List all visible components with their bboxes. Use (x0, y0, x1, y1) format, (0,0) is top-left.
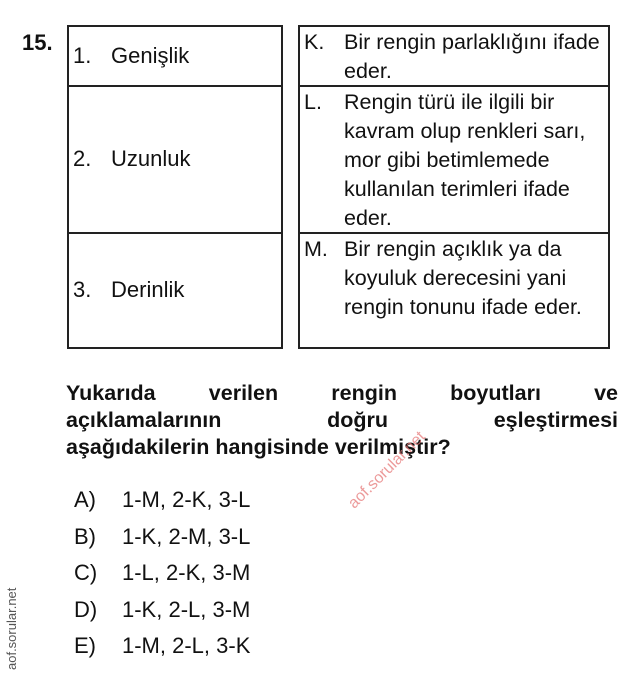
left-item-number: 2. (73, 145, 92, 171)
option-c[interactable] (74, 560, 250, 597)
left-item (69, 27, 281, 87)
right-item (300, 234, 608, 347)
option-text: 1-L, 2-K, 3-M (122, 560, 251, 585)
option-text: 1-K, 2-L, 3-M (122, 596, 251, 622)
right-item-letter: L. (304, 90, 322, 114)
left-item-label: Genişlik (111, 43, 190, 68)
right-item-letter: M. (304, 237, 328, 261)
answer-options (74, 487, 250, 670)
stem-line: aşağıdakilerin hangisinde verilmiştir? (66, 435, 451, 459)
left-item-number: 1. (73, 43, 92, 68)
option-text: 1-M, 2-K, 3-L (122, 487, 251, 512)
option-a[interactable] (74, 487, 250, 524)
left-item-label: Uzunluk (111, 145, 191, 171)
left-item-label: Derinlik (111, 276, 185, 302)
option-letter: C) (74, 560, 98, 585)
question-number: 15. (22, 30, 53, 55)
left-column-table (67, 25, 283, 349)
left-item-number: 3. (73, 276, 92, 302)
right-item-text: Bir rengin açıklık ya da koyuluk derecesini yani rengin tonunu ifade eder. (344, 237, 582, 319)
right-item-letter: K. (304, 30, 325, 54)
right-item (300, 87, 608, 234)
stem-line: Yukarıda verilen rengin boyutları ve (66, 381, 618, 405)
option-letter: A) (74, 487, 96, 512)
question-stem (66, 380, 618, 461)
option-d[interactable] (74, 597, 250, 634)
watermark-side: aof.sorular.net (4, 587, 19, 670)
right-column-table (298, 25, 610, 349)
option-letter: E) (74, 633, 96, 658)
option-letter: B) (74, 523, 96, 549)
option-b[interactable] (74, 524, 250, 561)
option-text: 1-M, 2-L, 3-K (122, 633, 251, 658)
watermark-center: aof.sorular.net (345, 428, 429, 513)
option-e[interactable] (74, 633, 250, 670)
right-item (300, 27, 608, 87)
option-letter: D) (74, 596, 98, 622)
right-item-text: Bir rengin parlaklığını ifade eder. (344, 30, 600, 83)
stem-line: açıklamalarının doğru eşleştirmesi (66, 408, 618, 432)
left-item (69, 85, 281, 234)
right-item-text: Rengin türü ile ilgili bir kavram olup renkleri sarı, mor gibi betimlemede kullanılan terimleri ifade eder. (344, 90, 586, 230)
option-text: 1-K, 2-M, 3-L (122, 523, 251, 549)
left-item (69, 232, 281, 347)
